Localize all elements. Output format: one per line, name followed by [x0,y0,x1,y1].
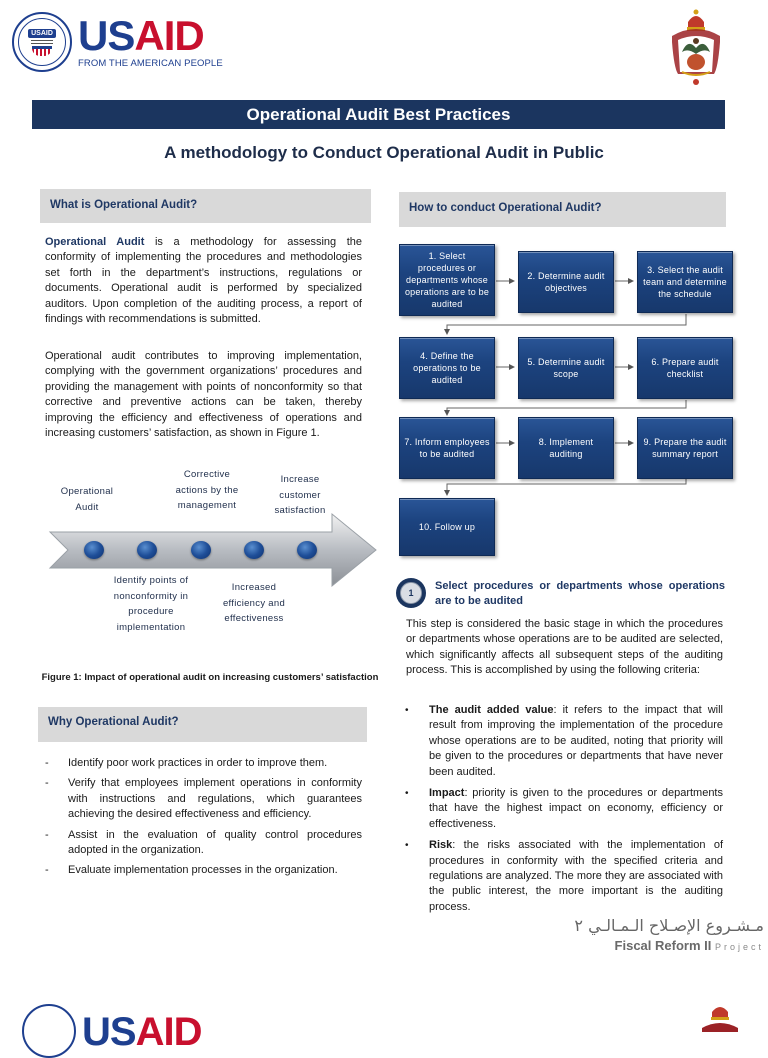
fig-label-increase-satisfaction: Increase customer satisfaction [274,474,326,516]
usaid-tagline: FROM THE AMERICAN PEOPLE [78,57,223,69]
fiscal-reform-english: Fiscal Reform II Project [614,938,764,953]
usaid-seal-icon [12,12,72,72]
usaid-seal-icon [22,1004,76,1058]
section-heading-why: Why Operational Audit? [38,707,367,742]
step-1-title: Select procedures or departments whose operations are to be audited [435,580,725,607]
fig-label-increased-efficiency: Increased efficiency and effectiveness [222,582,286,624]
why-list-item: - Assist in the evaluation of quality control procedures adopted in the organization. [45,828,362,857]
criteria-item-added-value: • The audit added value: it refers to the impact that will result from improving the implementation of the procedure whose operations are to be audited, noting that priority will be given to the procedures or departments that have never been audited. [405,704,723,778]
process-step-7: 7. Inform employees to be audited [399,417,495,479]
fiscal-reform-arabic: مـشـروع الإصـلاح الـمـالـي ٢ [574,916,764,935]
timeline-dot-icon [137,541,157,559]
criteria-item-impact: • Impact: priority is given to the procedures or departments that have the highest impact on economy, efficiency or effectiveness. [405,787,723,830]
timeline-dot-icon [244,541,264,559]
figure-1-timeline [40,462,380,702]
why-list-item: - Verify that employees implement operations in conformity with instructions and regulations, which guarantees achieving the desired effectiveness and efficiency. [45,777,362,821]
step-number-badge: 1 [396,578,426,608]
handshake-icon [31,40,53,44]
process-step-1: 1. Select procedures or departments whose operations are to be audited [399,244,495,316]
process-step-8: 8. Implement auditing [518,417,614,479]
timeline-dot-icon [84,541,104,559]
criteria-list [405,703,723,921]
step-1-intro: This step is considered the basic stage in which the procedures or departments whose operations are to be audited are selected, which significantly affects all subsequent steps of the auditing process. This is accomplished by using the following criteria: [406,618,723,677]
process-step-9: 9. Prepare the audit summary report [637,417,733,479]
process-step-4: 4. Define the operations to be audited [399,337,495,399]
process-step-2: 2. Determine audit objectives [518,251,614,313]
fig-label-identify-nonconformity: Identify points of nonconformity in procedure implementation [113,575,189,633]
fig-label-corrective-actions: Corrective actions by the management [175,469,239,511]
section-heading-what-is: What is Operational Audit? [40,189,371,223]
what-is-paragraph-2: Operational audit contributes to improving implementation, complying with the government organizations’ procedures and providing the management with points of nonconformity so that corrective and preventive actions can be taken, thereby improving the efficiency and effectiveness of operations and increasing customers’ satisfaction, as shown in Figure 1. [45,350,362,440]
section-heading-how: How to conduct Operational Audit? [399,192,726,227]
jordan-emblem-icon [668,8,724,92]
timeline-dot-icon [297,541,317,559]
footer-usaid-logo: USAID [22,1004,201,1058]
page-subtitle: A methodology to Conduct Operational Audit in Public [164,143,604,162]
why-list-item: - Evaluate implementation processes in the organization. [45,864,338,877]
why-list-item: - Identify poor work practices in order to improve them. [45,757,328,769]
process-step-5: 5. Determine audit scope [518,337,614,399]
fiscal-reform-logo [574,916,764,953]
process-step-10: 10. Follow up [399,498,495,556]
shield-stripes-icon [32,46,52,56]
criteria-item-risk: • Risk: the risks associated with the implementation of procedures in conformity with the specified criteria and regulations are analyzed. The more they are associated with the public interest, the more important is the auditing process. [405,839,723,913]
timeline-dot-icon [191,541,211,559]
fig-label-operational-audit: Operational Audit [60,486,114,513]
page-banner-title: Operational Audit Best Practices [32,100,725,129]
usaid-wordmark: USAID [78,11,204,59]
why-list [45,756,362,884]
process-step-6: 6. Prepare audit checklist [637,337,733,399]
seal-badge: USAID [28,29,56,38]
figure-1-caption: Figure 1: Impact of operational audit on increasing customers’ satisfaction [41,672,379,683]
process-step-3: 3. Select the audit team and determine the schedule [637,251,733,313]
jordan-emblem-icon [700,1002,740,1032]
usaid-logo [12,12,223,72]
what-is-paragraph-1: Operational Audit is a methodology for assessing the conformity of implementing the procedures and methodologies set forth in the department’s instructions, regulations or documents. Operational audit is performed by specialized auditors. Upon completion of the auditing process, a report of findings with recommendations is submitted. [45,236,362,326]
